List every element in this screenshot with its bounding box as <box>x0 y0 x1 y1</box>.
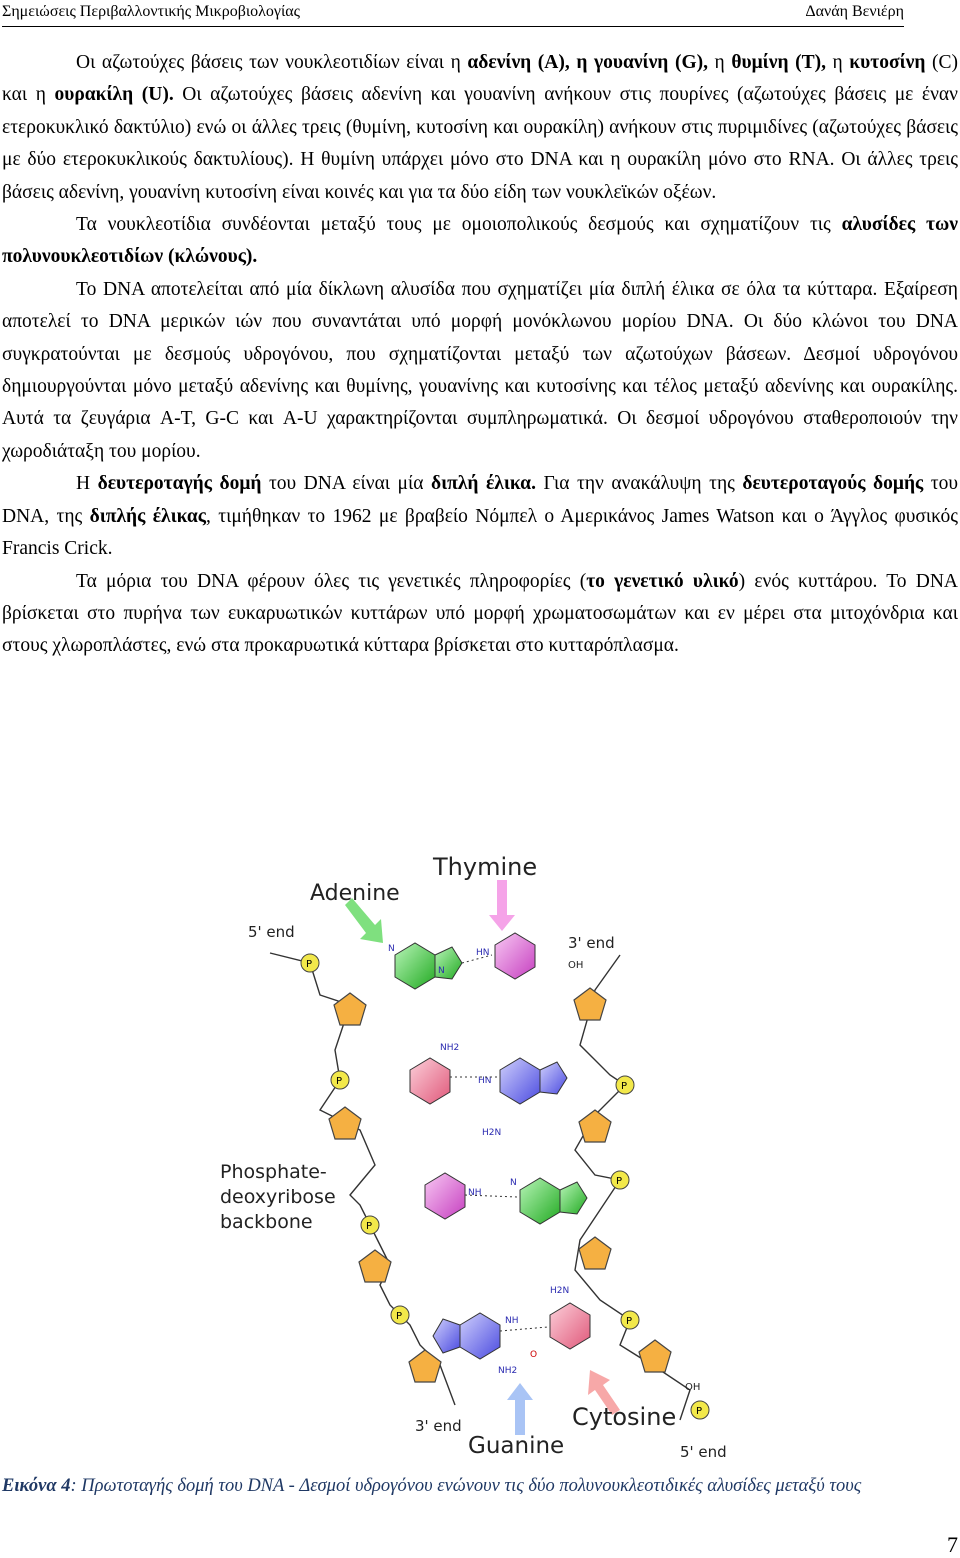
adenine-base <box>388 943 462 989</box>
atom-label: NH2 <box>440 1043 460 1053</box>
text-run: , τιμήθηκαν το 1962 με βραβείο Νόμπελ ο Αμερικάνος James Watson και ο Άγγλος φυσικός Francis Crick. <box>2 505 958 560</box>
thymine-base <box>425 1173 482 1219</box>
paragraph-bases <box>2 47 958 209</box>
figure-caption <box>2 1473 958 1499</box>
dna-figure <box>200 845 760 1465</box>
atom-label: N <box>388 944 395 954</box>
caption-lead: Εικόνα 4 <box>2 1476 71 1496</box>
atom-label: H2N <box>550 1286 570 1296</box>
oh-bottom-label: OH <box>685 1382 701 1393</box>
text-run: Για την ανακάλυψη της <box>535 473 743 495</box>
text-run: ) ενός κυττάρου. Το DNA βρίσκεται στο πυρήνα των ευκαρυωτικών κυττάρων υπό μορφή χρωματοσωμάτων και εν μέρει στα μιτοχόνδρια και στους χλωροπλάστες, ενώ στα προκαρυωτικά κύτταρα βρίσκεται στο κυτταρόπλασμα. <box>2 570 958 657</box>
backbone-label-line1: Phosphate- <box>220 1161 327 1183</box>
caption-text: : Πρωτοταγής δομή του DNA - Δεσμοί υδρογόνου ενώνουν τις δύο πολυνουκλεοτιδικές αλυσίδες μεταξύ τους <box>70 1476 862 1496</box>
page-number: 7 <box>947 1532 958 1557</box>
cytosine-base <box>530 1286 590 1360</box>
dna-structure-diagram <box>200 845 760 1465</box>
text-run: Η <box>76 473 98 495</box>
guanine-base <box>433 1313 519 1376</box>
atom-label: O <box>530 1350 538 1360</box>
text-run: (C) και η <box>2 52 958 106</box>
backbone-label-line2: deoxyribose <box>220 1186 336 1208</box>
atom-label: H2N <box>482 1128 502 1138</box>
cytosine-base <box>410 1043 459 1104</box>
five-end-label: 5' end <box>248 923 295 941</box>
backbone-label-line3: backbone <box>220 1211 313 1233</box>
atom-label: P <box>696 1406 703 1417</box>
adenine-base <box>510 1178 587 1224</box>
atom-label: P <box>621 1081 628 1092</box>
bold-run: αλυσίδες των πολυνουκλεοτιδίων (κλώνους). <box>2 214 959 268</box>
atom-label: P <box>626 1316 633 1327</box>
cytosine-label: Cytosine <box>572 1403 677 1431</box>
thymine-arrow <box>489 880 515 931</box>
atom-label: NH2 <box>498 1366 518 1376</box>
atom-label: P <box>366 1221 373 1232</box>
paragraph-secondary-structure <box>2 468 958 565</box>
right-backbone <box>575 955 690 1420</box>
bold-run: κυτοσίνη <box>849 52 926 73</box>
text-run: η <box>825 52 850 73</box>
atom-label: P <box>336 1076 343 1087</box>
header-author: Δανάη Βενιέρη <box>805 3 904 20</box>
five-end-bottom-label: 5' end <box>680 1443 727 1461</box>
text-run: Οι αζωτούχες βάσεις των νουκλεοτιδίων είναι η <box>76 52 468 73</box>
atom-label: NH <box>468 1188 482 1198</box>
bold-run: διπλής έλικας <box>89 505 207 527</box>
text-run: Τα νουκλεοτίδια συνδέονται μεταξύ τους με ομοιοπολικούς δεσμούς και σχηματίζουν τις <box>76 214 842 236</box>
atom-label: P <box>396 1311 403 1322</box>
bold-run: δευτεροταγής δομή <box>97 473 262 495</box>
guanine-base <box>478 1058 567 1138</box>
bold-run: ουρακίλη (U). <box>54 84 174 106</box>
guanine-arrow <box>507 1383 533 1435</box>
text-run: του DNA, της <box>2 473 958 527</box>
bold-run: θυμίνη (T), <box>731 52 826 73</box>
text-run: Το DNA αποτελείται από μία δίκλωνη αλυσίδα που σχηματίζει μία διπλή έλικα σε όλα τα κύτταρα. Εξαίρεση αποτελεί το DNA μερικών ιών που συναντάται υπό μορφή μονόκλωνου μορίου DNA. Οι δύο κλώνοι του DNA συγκρατούνται με δεσμούς υδρογόνου, που σχηματίζονται μεταξύ των αζωτούχων βάσεων. Δεσμοί υδρογόνου δημιουργούνται μόνο μεταξύ αδενίνης και θυμίνης, γουανίνης και κυτοσίνης και τέλος μεταξύ αδενίνης και ουρακίλης. Αυτά τα ζευγάρια A-T, G-C και A-U χαρακτηρίζονται συμπληρωματικά. Οι δεσμοί υδρογόνου σταθεροποιούν την χωροδιάταξη του μορίου. <box>2 278 958 462</box>
thymine-base <box>476 933 535 979</box>
paragraph-nucleotide-chains <box>2 209 958 274</box>
three-end-label: 3' end <box>568 934 615 952</box>
atom-label: N <box>510 1178 517 1188</box>
atom-label: P <box>616 1176 623 1187</box>
text-run: η <box>707 52 732 73</box>
oh-label: OH <box>568 960 584 971</box>
atom-label: NH <box>505 1316 519 1326</box>
guanine-label: Guanine <box>468 1433 565 1459</box>
adenine-label: Adenine <box>310 881 400 906</box>
paragraph-genetic-material <box>2 566 958 663</box>
bold-run: δευτεροταγούς δομής <box>742 473 924 495</box>
bold-run: διπλή έλικα. <box>430 473 536 495</box>
atom-label: N <box>438 966 445 976</box>
text-run: Οι αζωτούχες βάσεις αδενίνη και γουανίνη ανήκουν στις πουρίνες (αζωτούχες βάσεις με έναν ετεροκυκλικό δακτύλιο) ενώ οι άλλες τρεις (θυμίνη, κυτοσίνη και ουρακίλη) ανήκουν στις πυριμιδίνες (αζωτούχες βάσεις με δύο ετεροκυκλικούς δακτυλίους). Η θυμίνη υπάρχει μόνο στο DNA και η ουρακίλη μόνο στο RNA. Οι άλλες τρεις βάσεις αδενίνη, γουανίνη κυτοσίνη είναι κοινές και για τα δύο είδη των νουκλεϊκών οξέων. <box>2 84 958 203</box>
bold-run: το γενετικό υλικό <box>586 570 739 592</box>
text-run: του DNA είναι μία <box>261 473 431 495</box>
hydrogen-bond <box>500 1327 548 1331</box>
atom-label: HN <box>476 948 490 958</box>
text-run: Τα μόρια του DNA φέρουν όλες τις γενετικές πληροφορίες ( <box>76 570 587 592</box>
atom-label: HN <box>478 1076 492 1086</box>
three-end-bottom-label: 3' end <box>415 1417 462 1435</box>
page-header <box>2 2 904 27</box>
header-title: Σημειώσεις Περιβαλλοντικής Μικροβιολογίας <box>2 3 301 20</box>
atom-label: P <box>306 959 313 970</box>
body-text <box>2 47 958 663</box>
paragraph-double-strand <box>2 274 958 468</box>
bold-run: αδενίνη (A), η γουανίνη (G), <box>467 52 708 73</box>
thymine-label: Thymine <box>433 853 538 881</box>
